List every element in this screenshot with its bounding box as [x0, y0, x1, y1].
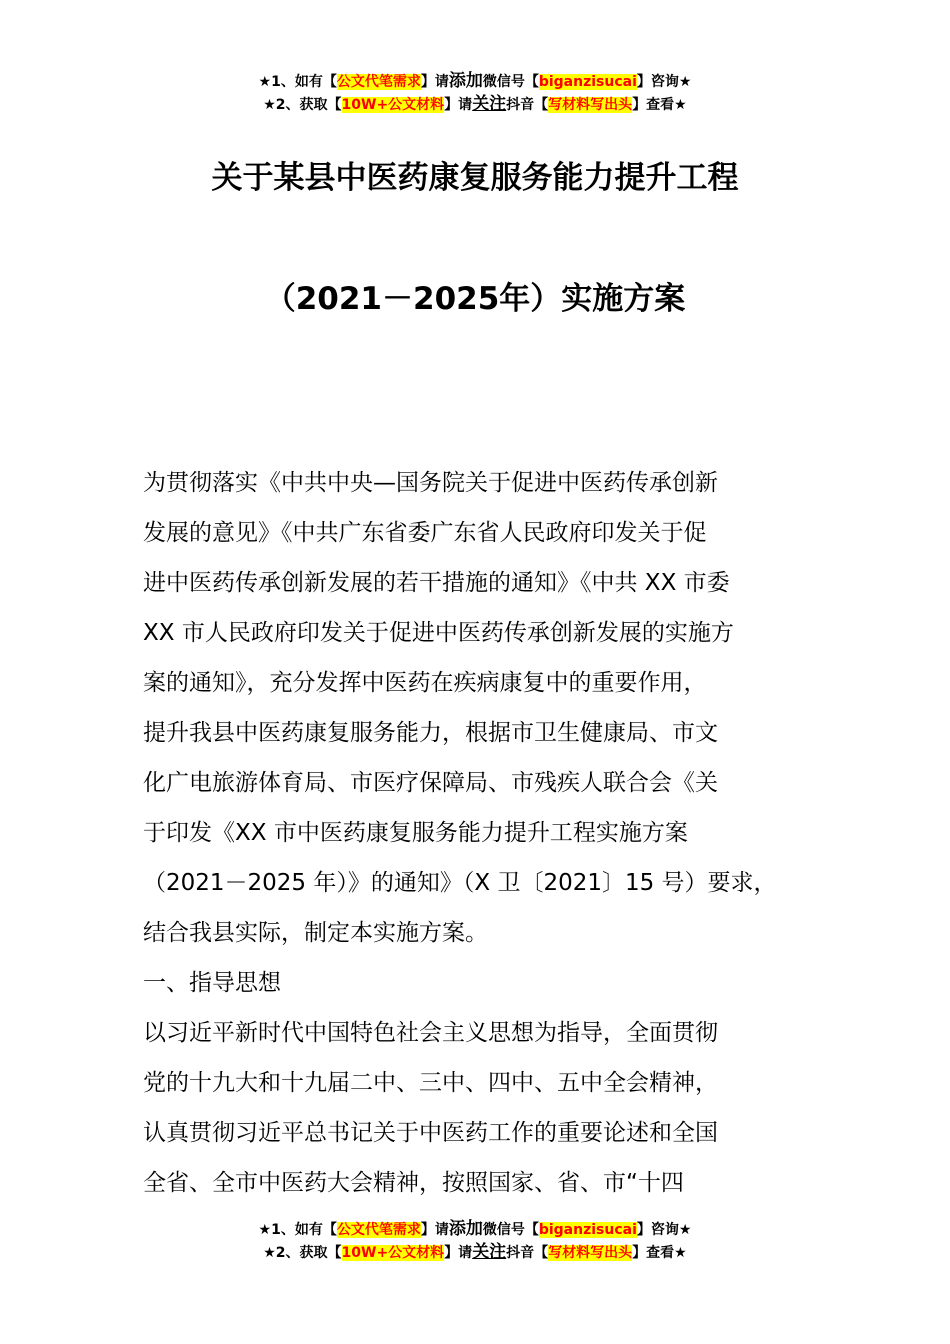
body-line: 为贯彻落实《中共中央—国务院关于促进中医药传承创新: [143, 470, 718, 496]
body-line: 结合我县实际，制定本实施方案。: [143, 920, 488, 946]
highlight-writing-service: 公文代笔需求: [336, 1222, 421, 1238]
banner-line-1: ★1、如有【公文代笔需求】请添加微信号【biganzisucai】咨询★: [258, 71, 692, 91]
body-line: 党的十九大和十九届二中、三中、四中、五中全会精神，: [143, 1070, 718, 1096]
body-line: 进中医药传承创新发展的若干措施的通知》《中共 XX 市委: [143, 570, 730, 596]
document-title-line-2: （2021－2025年）实施方案: [264, 281, 686, 317]
banner-line-2: ★2、获取【10W+公文材料】请关注抖音【写材料写出头】查看★: [263, 1242, 687, 1262]
banner-line-1: ★1、如有【公文代笔需求】请添加微信号【biganzisucai】咨询★: [258, 1219, 692, 1239]
wechat-id: biganzisucai: [538, 1222, 637, 1238]
body-line: 发展的意见》《中共广东省委广东省人民政府印发关于促: [143, 520, 707, 546]
body-line: 化广电旅游体育局、市医疗保障局、市残疾人联合会《关: [143, 770, 718, 796]
document-title-line-1: 关于某县中医药康复服务能力提升工程: [211, 160, 739, 196]
douyin-account: 写材料写出头: [548, 97, 633, 113]
bottom-banner: [0, 1218, 950, 1264]
highlight-writing-service: 公文代笔需求: [336, 74, 421, 90]
highlight-materials: 10W+公文材料: [341, 1245, 445, 1261]
body-line: （2021－2025 年）》的通知》（X 卫〔2021〕15 号）要求，: [143, 870, 777, 896]
body-line: 全省、全市中医药大会精神，按照国家、省、市“十四: [143, 1170, 684, 1196]
douyin-account: 写材料写出头: [548, 1245, 633, 1261]
body-line: 案的通知》，充分发挥中医药在疾病康复中的重要作用，: [143, 670, 707, 696]
body-line: 认真贯彻习近平总书记关于中医药工作的重要论述和全国: [143, 1120, 718, 1146]
body-line: 以习近平新时代中国特色社会主义思想为指导，全面贯彻: [143, 1020, 718, 1046]
body-line: 于印发《XX 市中医药康复服务能力提升工程实施方案: [143, 820, 688, 846]
top-banner: [0, 70, 950, 116]
body-line: XX 市人民政府印发关于促进中医药传承创新发展的实施方: [143, 620, 734, 646]
section-heading-guiding-ideology: 一、指导思想: [143, 970, 281, 996]
document-body: [143, 458, 833, 1208]
body-line: 提升我县中医药康复服务能力，根据市卫生健康局、市文: [143, 720, 718, 746]
wechat-id: biganzisucai: [538, 74, 637, 90]
highlight-materials: 10W+公文材料: [341, 97, 445, 113]
banner-line-2: ★2、获取【10W+公文材料】请关注抖音【写材料写出头】查看★: [263, 94, 687, 114]
